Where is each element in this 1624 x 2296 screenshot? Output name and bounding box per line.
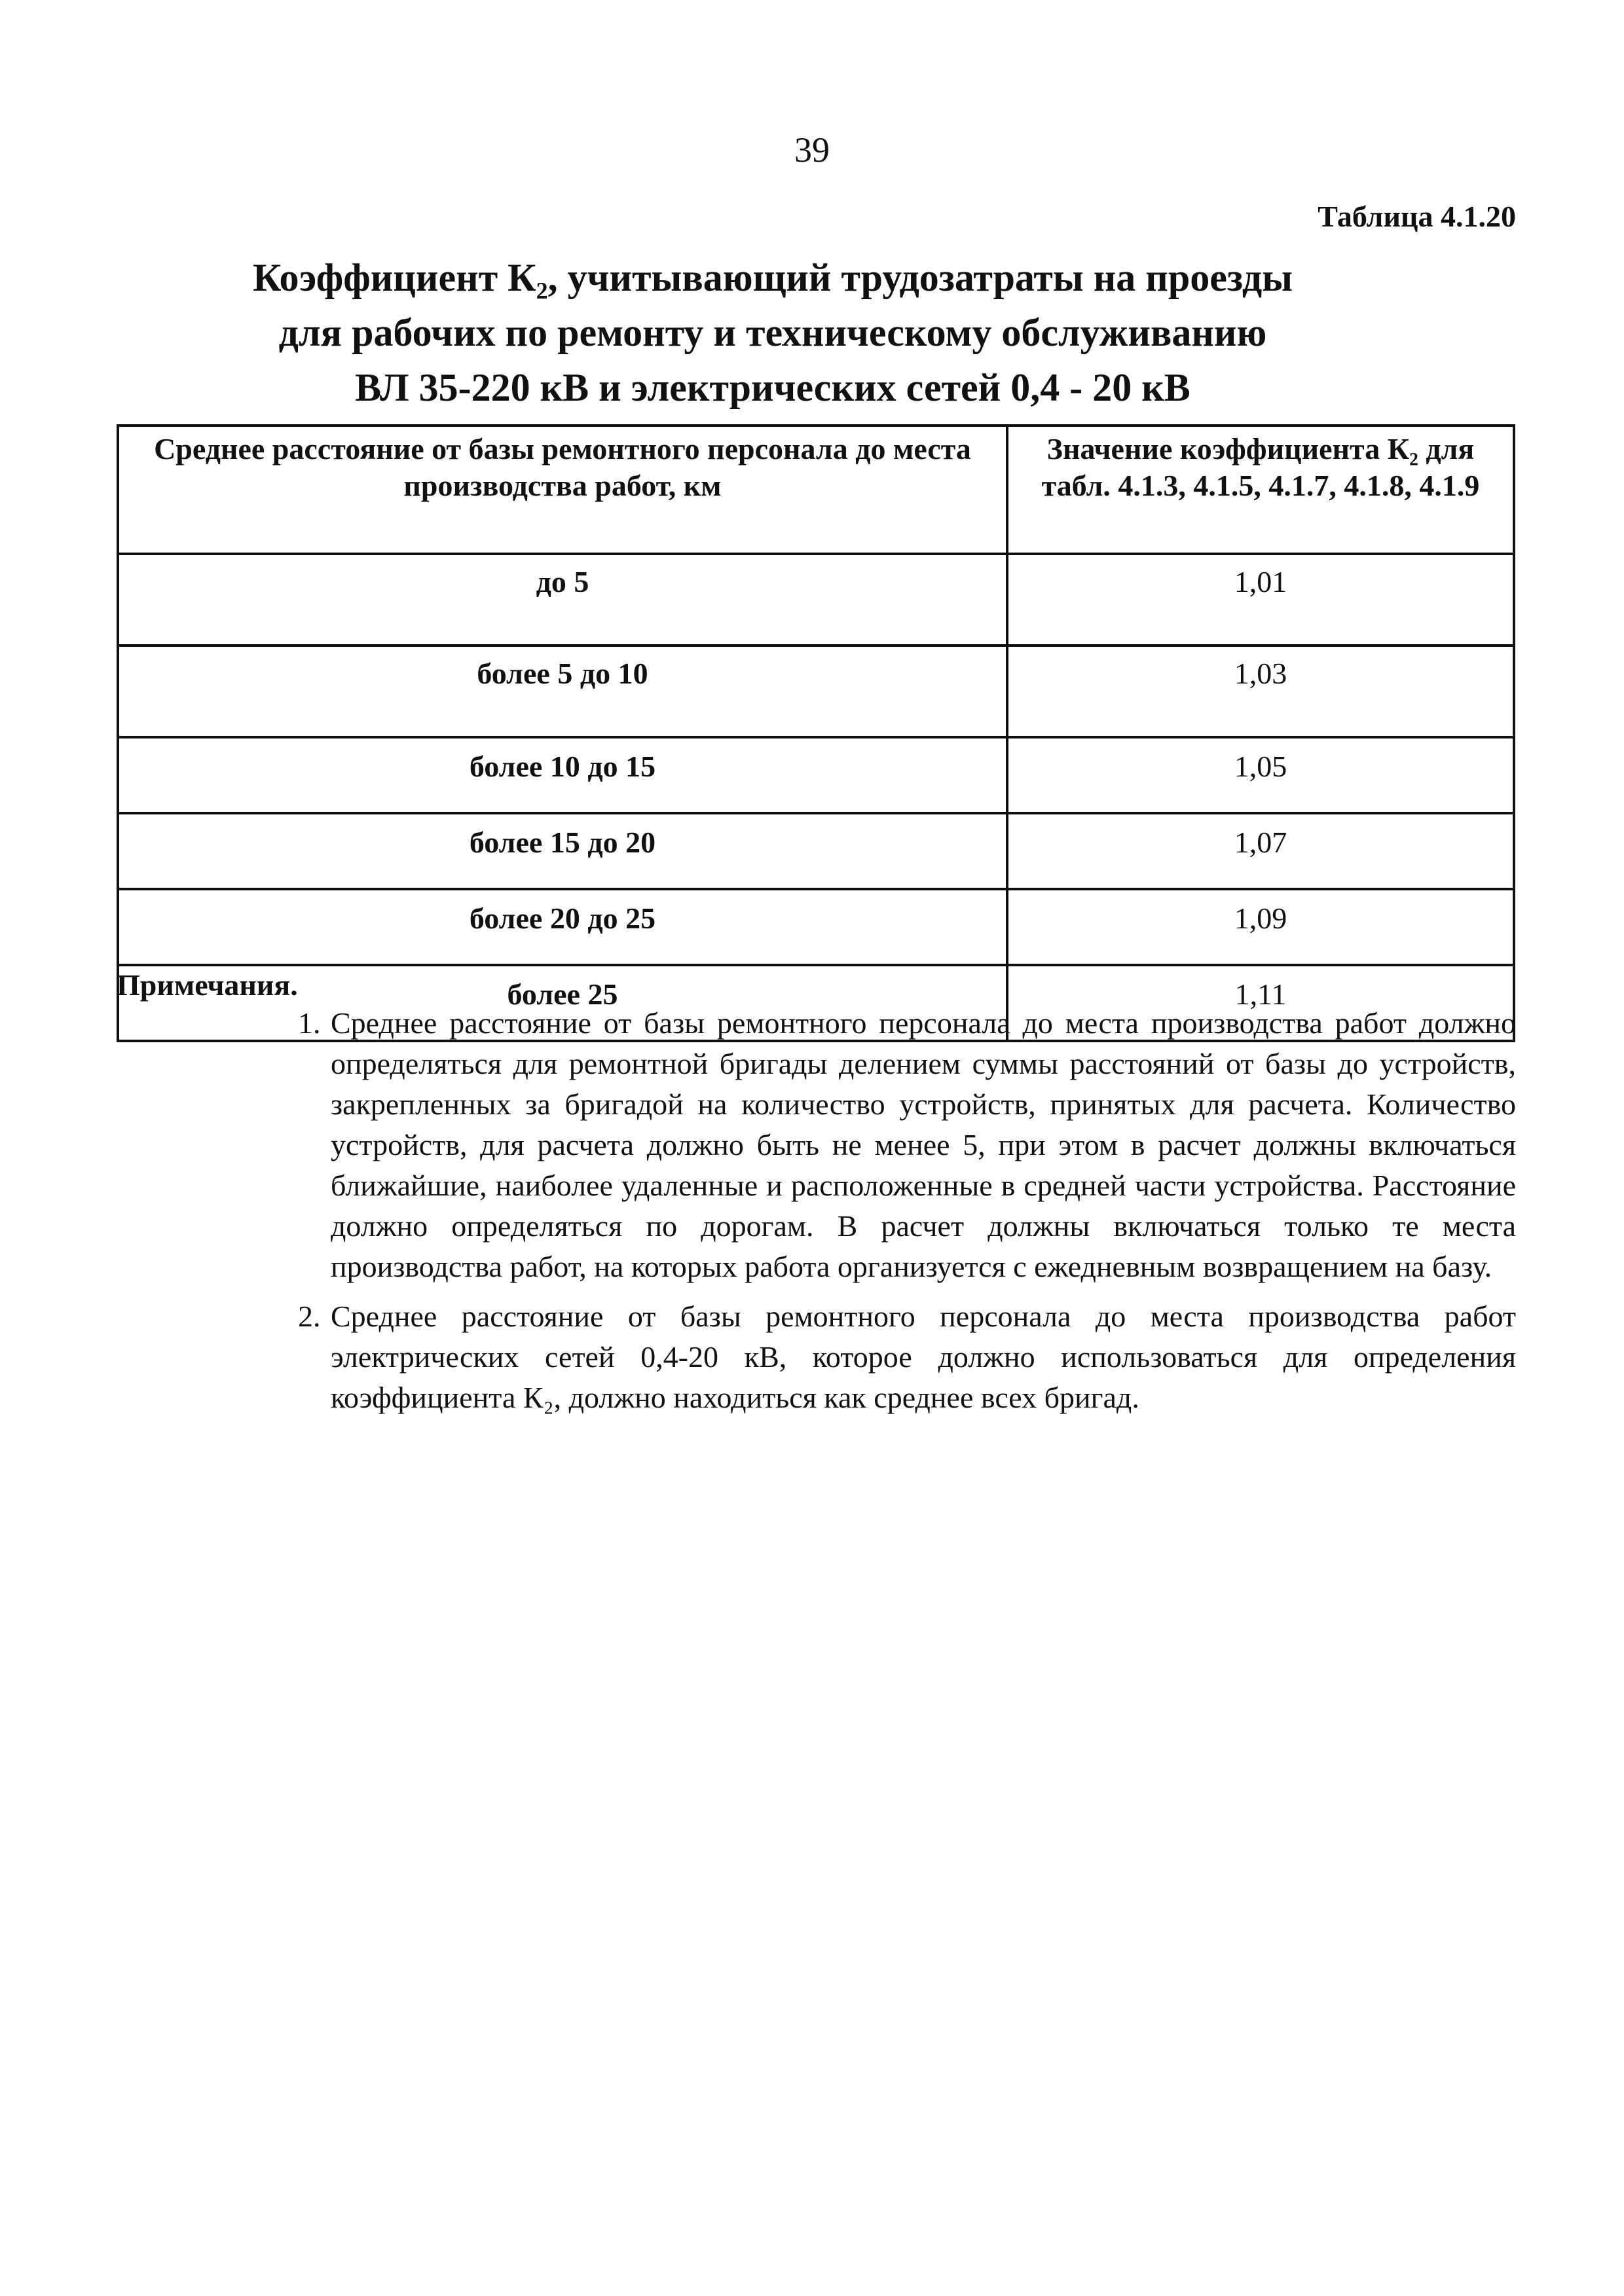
coefficient-table <box>117 424 1515 1042</box>
cell-distance: более 15 до 20 <box>118 813 1007 889</box>
title-line: Коэффициент К₂, учитывающий трудозатраты на проезды <box>252 256 1293 299</box>
table-row <box>118 646 1514 737</box>
title-line: ВЛ 35-220 кВ и электрических сетей 0,4 - 20 кВ <box>355 366 1190 409</box>
cell-value: 1,09 <box>1007 889 1514 965</box>
table-row <box>118 737 1514 813</box>
cell-distance: более 10 до 15 <box>118 737 1007 813</box>
note-item <box>298 1296 1516 1418</box>
note-number: 1. <box>298 1006 321 1040</box>
cell-value: 1,03 <box>1007 646 1514 737</box>
table-row <box>118 813 1514 889</box>
notes-title: Примечания. <box>117 968 298 1002</box>
cell-distance: более 5 до 10 <box>118 646 1007 737</box>
header-distance: Среднее расстояние от базы ремонтного персонала до места производства работ, км <box>118 426 1007 554</box>
note-item <box>298 1003 1516 1287</box>
table-title <box>164 250 1382 415</box>
table-row <box>118 554 1514 646</box>
cell-value: 1,05 <box>1007 737 1514 813</box>
note-number: 2. <box>298 1300 321 1333</box>
table-row <box>118 889 1514 965</box>
cell-distance: более 20 до 25 <box>118 889 1007 965</box>
note-text: Среднее расстояние от базы ремонтного персонала до места производства работ должно определяться для ремонтной бригады делением суммы расстояний от базы до устройств, закрепленных за бригадой на количество устройств, принятых для расчета. Количество устройств, для расчета должно быть не менее 5, при этом в расчет должны включаться ближайшие, наиболее удаленные и расположенные в средней части устройства. Расстояние должно определяться по дорогам. В расчет должны включаться только те места производства работ, на которых работа организуется с ежедневным возвращением на базу. <box>331 1006 1516 1283</box>
note-text: Среднее расстояние от базы ремонтного персонала до места производства работ электрических сетей 0,4-20 кВ, которое должно использоваться для определения коэффициента К₂, должно находиться как среднее всех бригад. <box>331 1300 1516 1414</box>
table-label: Таблица 4.1.20 <box>1318 200 1516 233</box>
header-coefficient: Значение коэффициента К₂ для табл. 4.1.3, 4.1.5, 4.1.7, 4.1.8, 4.1.9 <box>1007 426 1514 554</box>
title-line: для рабочих по ремонту и техническому обслуживанию <box>278 311 1267 354</box>
cell-value: 1,01 <box>1007 554 1514 646</box>
cell-value: 1,07 <box>1007 813 1514 889</box>
cell-distance: до 5 <box>118 554 1007 646</box>
notes-list <box>298 1003 1516 1427</box>
table-header-row <box>118 426 1514 554</box>
page-number: 39 <box>794 130 830 170</box>
cell-value: 1,11 <box>1007 965 1514 1041</box>
cell-distance: более 25 <box>118 965 1007 1041</box>
